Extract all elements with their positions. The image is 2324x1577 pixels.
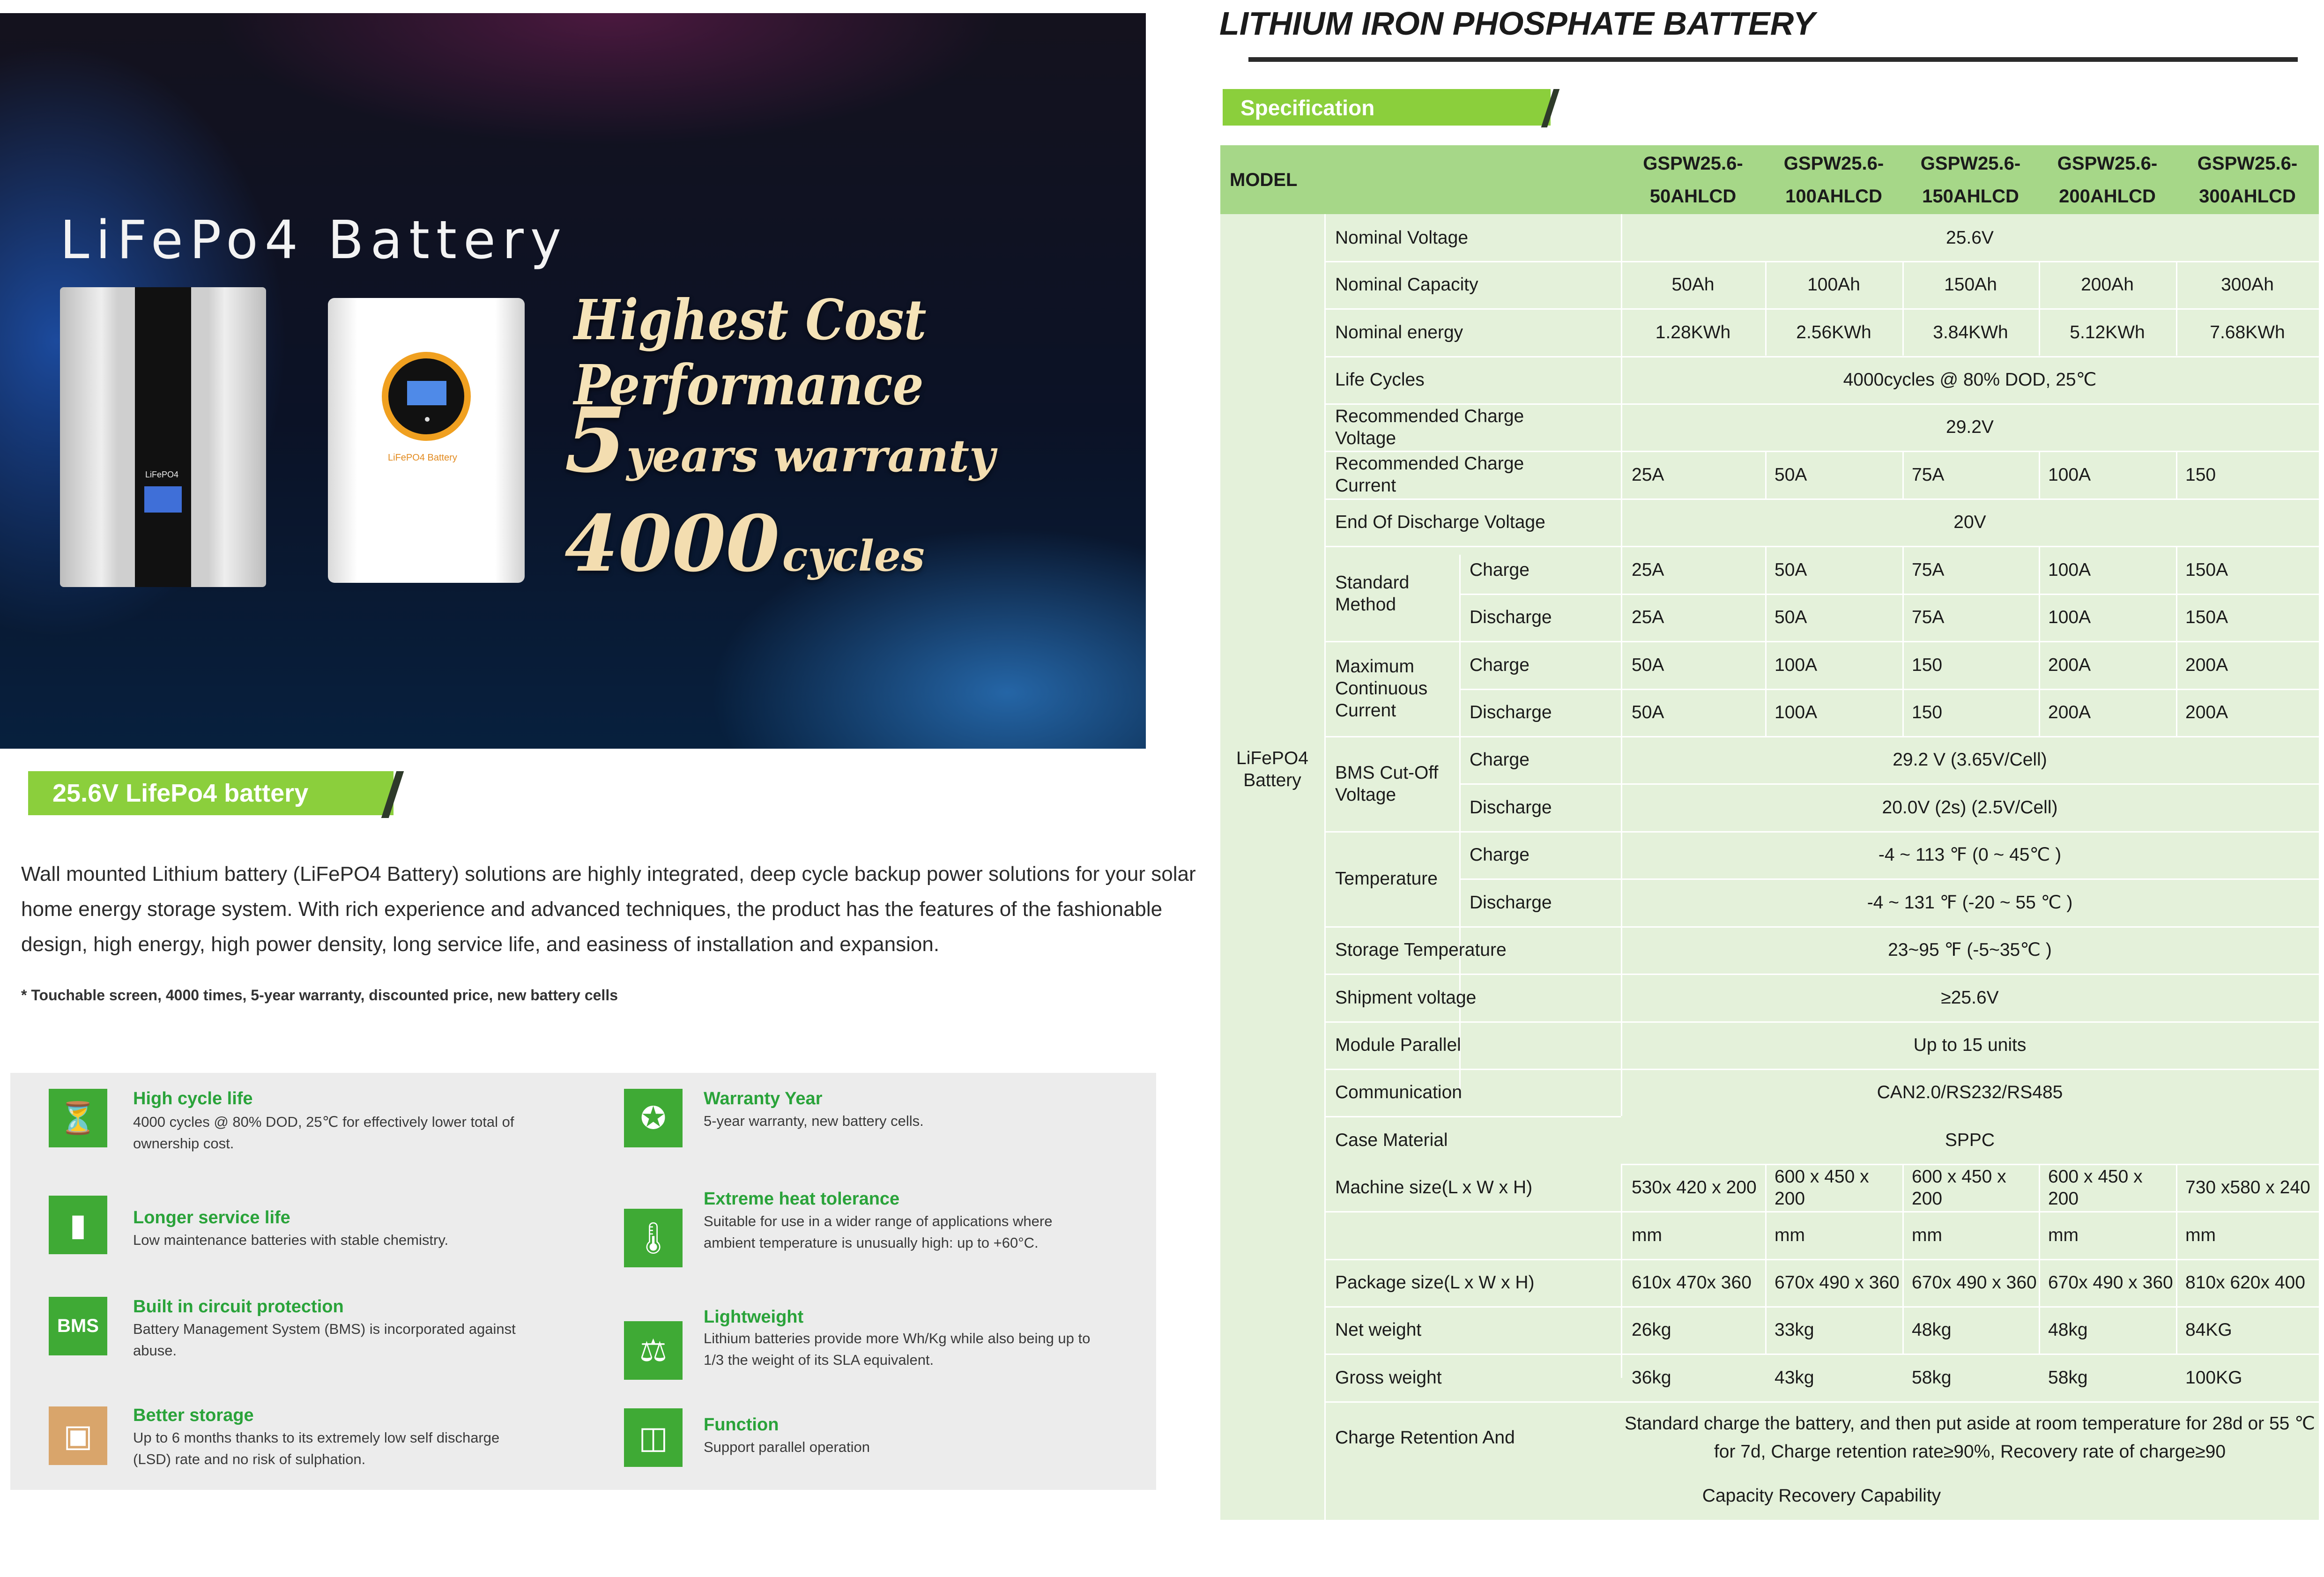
label-storage-temperature: Storage Temperature bbox=[1335, 940, 1507, 960]
value-charge-retention: Standard charge the battery, and then put aside at room temperature for 28d or 55 ℃ for 7d, Charge retention rate≥90%, Recovery rate of charge≥90 bbox=[1625, 1413, 2315, 1462]
label-charge-retention: Charge Retention And bbox=[1335, 1428, 1515, 1448]
label-rec-charge-voltage: Recommended Charge Voltage bbox=[1335, 406, 1524, 448]
unit-cell: mm bbox=[1912, 1225, 1942, 1245]
sublabel-charge: Charge bbox=[1470, 655, 1530, 675]
model-300ahlcd: GSPW25.6- 300AHLCD bbox=[2197, 153, 2298, 207]
value-temp-charge: -4 ~ 113 ℉ (0 ~ 45℃ ) bbox=[1878, 845, 2062, 865]
label-end-discharge-voltage: End Of Discharge Voltage bbox=[1335, 512, 1545, 532]
value-bms-charge: 29.2 V (3.65V/Cell) bbox=[1893, 750, 2047, 770]
bms-shield-icon: BMS bbox=[49, 1297, 107, 1355]
value-cell: 810x 620x 400 bbox=[2185, 1272, 2305, 1293]
value-life-cycles: 4000cycles @ 80% DOD, 25℃ bbox=[1843, 370, 2097, 390]
value-cell: 730 x580 x 240 bbox=[2185, 1177, 2310, 1198]
banner-headline: Highest Cost Performance bbox=[574, 287, 927, 417]
value-cell: 3.84KWh bbox=[1933, 322, 2008, 342]
sublabel-discharge: Discharge bbox=[1470, 607, 1552, 627]
storage-box-icon: ▣ bbox=[49, 1406, 107, 1465]
thermometer-icon: 🌡 bbox=[624, 1209, 683, 1267]
category-cell: LiFePO4 Battery bbox=[1236, 748, 1308, 790]
value-cell: 5.12KWh bbox=[2070, 322, 2145, 342]
value-case-material: SPPC bbox=[1621, 1116, 2319, 1164]
label-rec-charge-current: Recommended Charge Current bbox=[1335, 454, 1524, 496]
value-nominal-voltage: 25.6V bbox=[1946, 227, 1994, 248]
value-cell: 43kg bbox=[1775, 1367, 1814, 1388]
label-gross-weight: Gross weight bbox=[1335, 1367, 1442, 1388]
value-cell: 530x 420 x 200 bbox=[1632, 1177, 1757, 1198]
value-cell: 150 bbox=[2185, 464, 2216, 485]
model-150ahlcd: GSPW25.6- 150AHLCD bbox=[1920, 153, 2021, 207]
label-module-parallel: Module Parallel bbox=[1335, 1035, 1461, 1055]
specification-tag: Specification bbox=[1223, 89, 1551, 126]
sublabel-charge: Charge bbox=[1470, 845, 1530, 865]
value-cell: 600 x 450 x 200 bbox=[1775, 1166, 1869, 1209]
value-temp-discharge: -4 ~ 131 ℉ (-20 ~ 55 ℃ ) bbox=[1867, 892, 2073, 913]
label-nominal-capacity: Nominal Capacity bbox=[1335, 275, 1478, 295]
value-cell: 600 x 450 x 200 bbox=[2048, 1166, 2143, 1209]
label-max-continuous-current: Maximum Continuous Current bbox=[1335, 656, 1428, 721]
unit-cell: mm bbox=[1632, 1225, 1662, 1245]
model-50ahlcd: GSPW25.6- 50AHLCD bbox=[1643, 153, 1743, 207]
value-cell: 200A bbox=[2048, 655, 2091, 675]
value-cell: 25A bbox=[1632, 464, 1664, 485]
model-header-label: MODEL bbox=[1230, 169, 1298, 190]
value-cell: 100A bbox=[1775, 702, 1818, 722]
value-cell: 1.28KWh bbox=[1655, 322, 1731, 342]
value-cell: 50A bbox=[1775, 464, 1807, 485]
label-net-weight: Net weight bbox=[1335, 1320, 1422, 1340]
sublabel-discharge: Discharge bbox=[1470, 797, 1552, 818]
value-cell: 100KG bbox=[2185, 1367, 2242, 1388]
value-cell: 100A bbox=[2048, 607, 2091, 627]
value-cell: 48kg bbox=[2048, 1320, 2088, 1340]
value-cell: 50A bbox=[1632, 655, 1664, 675]
label-package-size: Package size(L x W x H) bbox=[1335, 1272, 1535, 1293]
value-cell: 150 bbox=[1912, 655, 1943, 675]
label-life-cycles: Life Cycles bbox=[1335, 370, 1425, 390]
value-storage-temperature: 23~95 ℉ (-5~35℃ ) bbox=[1888, 940, 2052, 960]
unit-cell: mm bbox=[2048, 1225, 2079, 1245]
label-nominal-voltage: Nominal Voltage bbox=[1335, 227, 1469, 248]
value-cell: 200A bbox=[2185, 655, 2228, 675]
value-cell: 75A bbox=[1912, 559, 1945, 580]
value-cell: 610x 470x 360 bbox=[1632, 1272, 1752, 1293]
value-cell: 200A bbox=[2185, 702, 2228, 722]
value-cell: 200Ah bbox=[2081, 275, 2134, 295]
value-rec-charge-voltage: 29.2V bbox=[1946, 417, 1994, 437]
value-cell: 50A bbox=[1775, 559, 1807, 580]
value-cell: 600 x 450 x 200 bbox=[1912, 1166, 2006, 1209]
value-module-parallel: Up to 15 units bbox=[1913, 1035, 2027, 1055]
value-cell: 670x 490 x 360 bbox=[1775, 1272, 1900, 1293]
label-shipment-voltage: Shipment voltage bbox=[1335, 987, 1477, 1008]
spec-table-body bbox=[1220, 214, 2319, 1520]
value-cell: 75A bbox=[1912, 607, 1945, 627]
value-cell: 25A bbox=[1632, 559, 1664, 580]
charge-retention-footer: Capacity Recovery Capability bbox=[1702, 1485, 1941, 1506]
weight-scale-icon: ⚖ bbox=[624, 1321, 683, 1380]
value-shipment-voltage: ≥25.6V bbox=[1941, 987, 1999, 1008]
value-cell: 670x 490 x 360 bbox=[1912, 1272, 2037, 1293]
cycle-gauge-icon: ⏳ bbox=[49, 1089, 107, 1147]
value-cell: 150A bbox=[2185, 607, 2228, 627]
parallel-modules-icon: ◫ bbox=[624, 1408, 683, 1467]
value-cell: 150 bbox=[1912, 702, 1943, 722]
value-cell: 58kg bbox=[1912, 1367, 1952, 1388]
unit-cell: mm bbox=[1775, 1225, 1805, 1245]
spec-table bbox=[1220, 145, 2319, 1520]
tower-battery-label: LiFePO4 bbox=[145, 470, 179, 479]
wall-battery-image bbox=[328, 298, 525, 583]
value-cell: 84KG bbox=[2185, 1320, 2232, 1340]
value-cell: 100Ah bbox=[1807, 275, 1860, 295]
value-cell: 200A bbox=[2048, 702, 2091, 722]
value-end-discharge-voltage: 20V bbox=[1953, 512, 1986, 532]
value-cell: 50A bbox=[1775, 607, 1807, 627]
value-cell: 26kg bbox=[1632, 1320, 1671, 1340]
value-cell: 25A bbox=[1632, 607, 1664, 627]
wall-battery-display bbox=[382, 352, 471, 441]
sublabel-discharge: Discharge bbox=[1470, 702, 1552, 722]
hero-banner bbox=[0, 13, 1146, 749]
battery-level-icon: ▮ bbox=[49, 1196, 107, 1254]
banner-title: LiFePo4 Battery bbox=[60, 210, 568, 271]
value-cell: 48kg bbox=[1912, 1320, 1952, 1340]
value-cell: 100A bbox=[2048, 464, 2091, 485]
product-description: Wall mounted Lithium battery (LiFePO4 Battery) solutions are highly integrated, deep cycle backup power solutions for your solar home energy storage system. With rich experience and advanced techniques, the product has the features of the fashionable design, high energy, high power density, long service life, and easiness of installation and expansion. bbox=[21, 863, 1196, 956]
label-communication: Communication bbox=[1335, 1082, 1462, 1102]
label-standard-method: Standard Method bbox=[1335, 572, 1410, 615]
value-bms-discharge: 20.0V (2s) (2.5V/Cell) bbox=[1882, 797, 2058, 818]
value-cell: 100A bbox=[1775, 655, 1818, 675]
features-panel: ⏳ High cycle life 4000 cycles @ 80% DOD, 25℃ for effectively lower total of ownership cost. ▮ Longer service life Low maintenance batteries with stable chemistry. BMS Built in circuit protection Battery Management System (BMS) is incorporated against abuse. ▣ Better storage Up to 6 months thanks to its extremely low self discharge (LSD) rate and no risk of sulphation. ✪ Warranty Year 5-year warranty, new battery cells. 🌡 Extreme heat tolerance Suitable for use in a wider range of applications where ambient temperature is unusually high: up to +60°C. ⚖ Lightweight Lithium batteries provide more Wh/Kg while also being up to 1/3 the weight of its SLA equivalent. ◫ Function Support parallel operation bbox=[10, 1073, 1156, 1490]
value-cell: 50Ah bbox=[1671, 275, 1715, 295]
value-cell: 36kg bbox=[1632, 1367, 1671, 1388]
warranty-badge-icon: ✪ bbox=[624, 1089, 683, 1147]
model-200ahlcd: GSPW25.6- 200AHLCD bbox=[2057, 153, 2158, 207]
value-cell: 150Ah bbox=[1944, 275, 1997, 295]
label-temperature: Temperature bbox=[1335, 869, 1438, 889]
tower-battery-image bbox=[60, 287, 266, 587]
model-100ahlcd: GSPW25.6- 100AHLCD bbox=[1783, 153, 1884, 207]
value-cell: 670x 490 x 360 bbox=[2048, 1272, 2173, 1293]
sublabel-charge: Charge bbox=[1470, 750, 1530, 770]
value-cell: 150A bbox=[2185, 559, 2228, 580]
feature-note: * Touchable screen, 4000 times, 5-year warranty, discounted price, new battery cells bbox=[21, 987, 618, 1004]
label-case-material: Case Material bbox=[1335, 1130, 1448, 1150]
tower-battery-screen bbox=[144, 486, 182, 513]
wall-battery-label: LiFePO4 Battery bbox=[388, 453, 457, 463]
value-communication: CAN2.0/RS232/RS485 bbox=[1877, 1082, 2063, 1102]
unit-cell: mm bbox=[2185, 1225, 2216, 1245]
spec-table-header bbox=[1220, 145, 2319, 214]
value-cell: 33kg bbox=[1775, 1320, 1814, 1340]
value-cell: 2.56KWh bbox=[1796, 322, 1871, 342]
product-tag: 25.6V LifePo4 battery bbox=[28, 771, 394, 815]
banner-cycles: 4000 cycles bbox=[564, 498, 925, 589]
sublabel-discharge: Discharge bbox=[1470, 892, 1552, 913]
spec-page-title: LITHIUM IRON PHOSPHATE BATTERY bbox=[1219, 5, 1815, 42]
value-cell: 75A bbox=[1912, 464, 1945, 485]
sublabel-charge: Charge bbox=[1470, 559, 1530, 580]
value-cell: 50A bbox=[1632, 702, 1664, 722]
title-rule bbox=[1248, 57, 2298, 62]
banner-warranty: 5years warranty bbox=[564, 388, 995, 492]
label-machine-size: Machine size(L x W x H) bbox=[1335, 1177, 1533, 1198]
value-cell: 300Ah bbox=[2221, 275, 2274, 295]
value-cell: 58kg bbox=[2048, 1367, 2088, 1388]
label-nominal-energy: Nominal energy bbox=[1335, 322, 1463, 342]
value-cell: 100A bbox=[2048, 559, 2091, 580]
label-bms-cutoff-voltage: BMS Cut-Off Voltage bbox=[1335, 762, 1439, 805]
value-cell: 7.68KWh bbox=[2210, 322, 2285, 342]
